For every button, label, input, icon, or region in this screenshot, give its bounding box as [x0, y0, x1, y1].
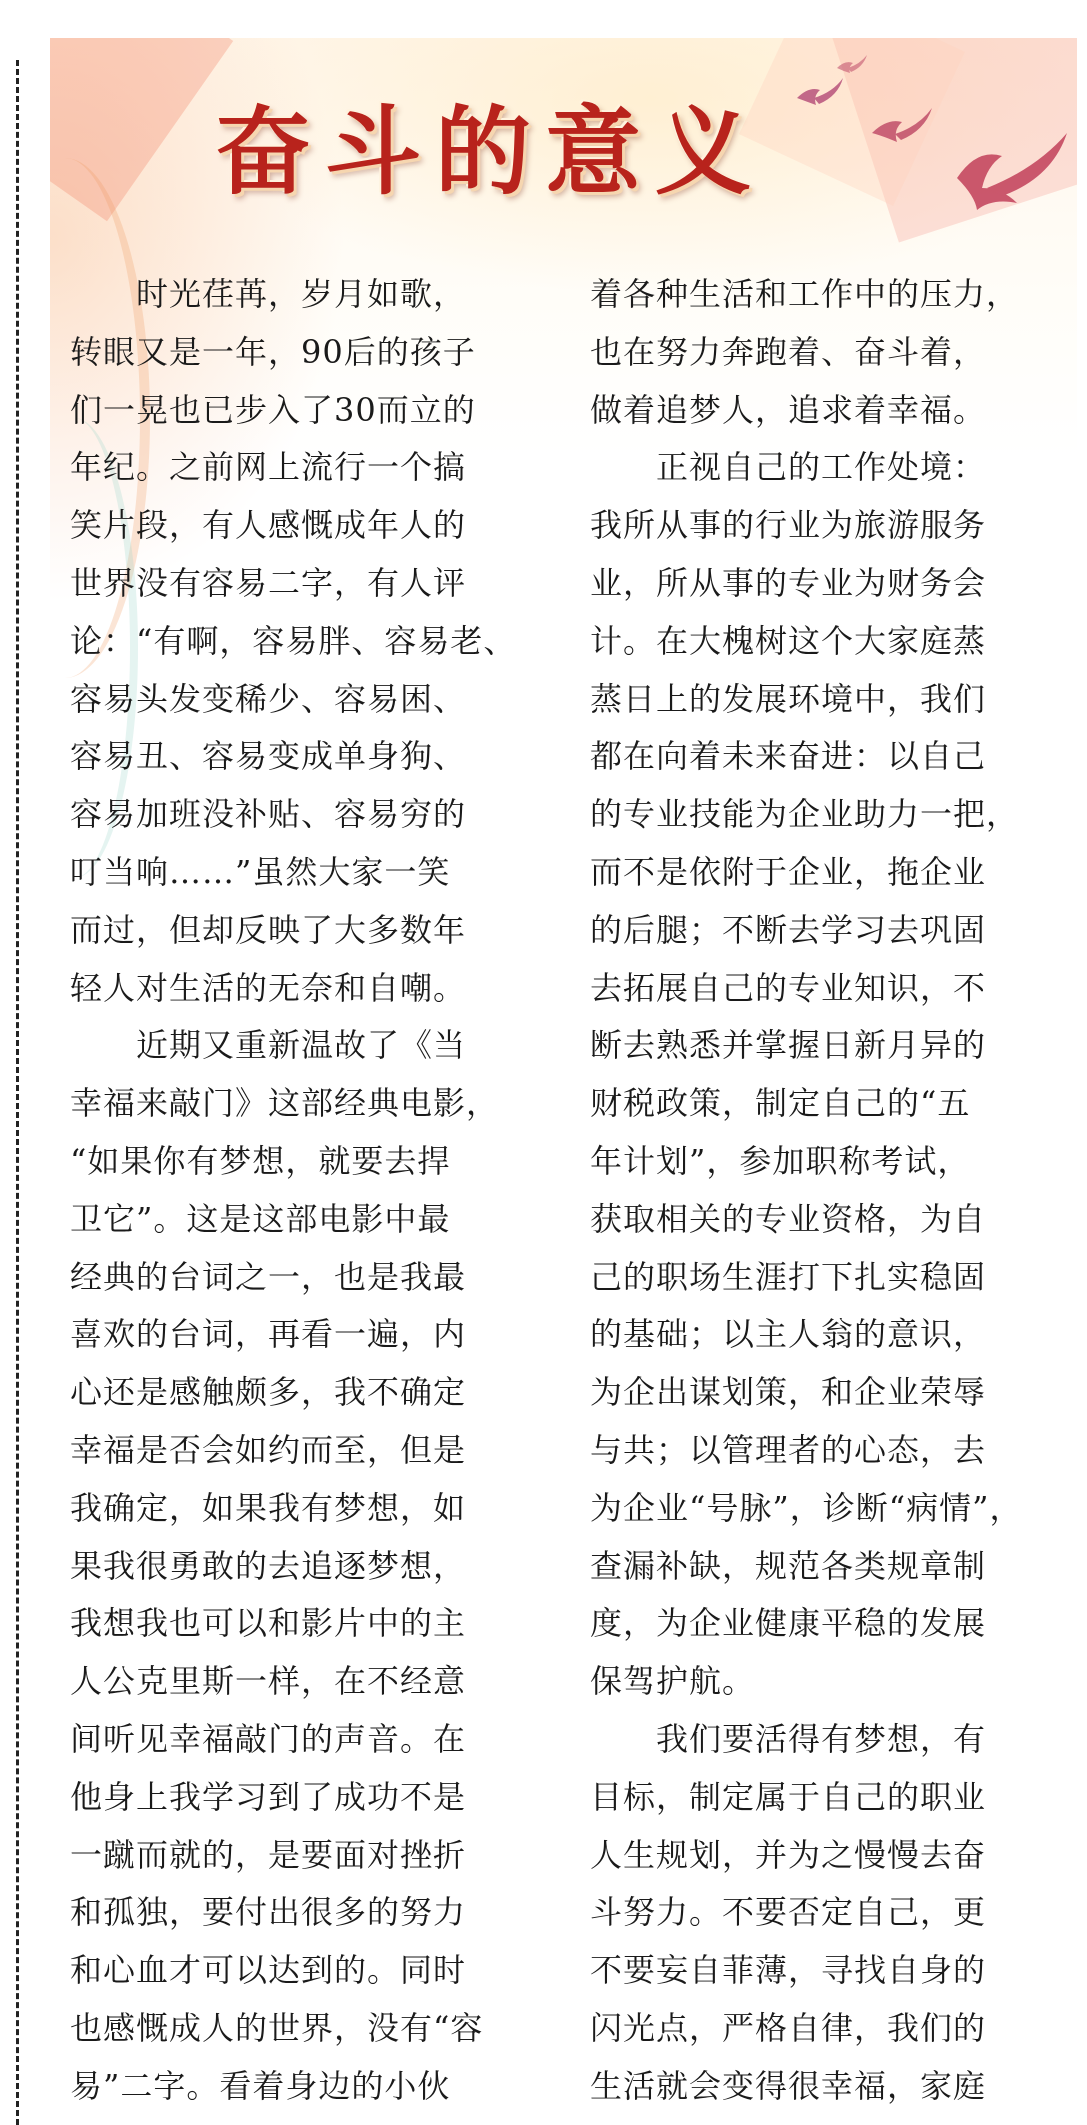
bird-icon [957, 133, 1067, 210]
text-line: 人公克里斯一样，在不经意 [70, 1662, 467, 1701]
text-line: 幸福是否会如约而至，但是 [70, 1430, 467, 1469]
text-line: 世界没有容易二字，有人评 [70, 563, 467, 602]
text-line: 轻人对生活的无奈和自嘲。 [70, 968, 467, 1007]
text-line: 笑片段，有人感慨成年人的 [70, 506, 467, 545]
text-line: 一蹴而就的，是要面对挫折 [70, 1835, 467, 1874]
text-line: 生活就会变得很幸福，家庭 [590, 2066, 987, 2105]
text-line: 容易加班没补贴、容易穷的 [70, 795, 467, 834]
text-line: 断去熟悉并掌握日新月异的 [590, 1026, 987, 1065]
text-line: 容易头发变稀少、容易困、 [70, 679, 467, 718]
text-line: 我所从事的行业为旅游服务 [590, 506, 987, 545]
text-line: 年纪。之前网上流行一个搞 [70, 448, 467, 487]
text-line: 经典的台词之一，也是我最 [70, 1257, 467, 1296]
text-line: 的专业技能为企业助力一把， [590, 795, 1020, 834]
text-line: 他身上我学习到了成功不是 [70, 1777, 467, 1816]
text-line: 心还是感触颇多，我不确定 [70, 1373, 467, 1412]
text-line: 转眼又是一年，90后的孩子 [70, 332, 476, 371]
text-line: 获取相关的专业资格，为自 [590, 1199, 987, 1238]
text-line: 果我很勇敢的去追逐梦想， [70, 1546, 467, 1585]
text-line: 人生规划，并为之慢慢去奋 [590, 1835, 987, 1874]
text-line: 做着追梦人，追求着幸福。 [590, 390, 987, 429]
text-line: 也感慨成人的世界，没有“容 [70, 2008, 484, 2047]
text-line: 间听见幸福敲门的声音。在 [70, 1719, 467, 1758]
article-column-left [70, 266, 540, 2116]
text-line: 度，为企业健康平稳的发展 [590, 1604, 987, 1643]
text-line: 己的职场生涯打下扎实稳固 [590, 1257, 987, 1296]
text-line: 我确定，如果我有梦想，如 [70, 1488, 467, 1527]
text-line: 和孤独，要付出很多的努力 [70, 1893, 467, 1932]
text-line: 斗努力。不要否定自己，更 [590, 1893, 987, 1932]
text-line: 易”二字。看着身边的小伙 [70, 2066, 451, 2105]
article-panel [50, 38, 1077, 2125]
text-line: 着各种生活和工作中的压力， [590, 275, 1020, 313]
text-line: 论：“有啊，容易胖、容易老、 [70, 621, 517, 660]
text-line: 也在努力奔跑着、奋斗着， [590, 332, 987, 371]
text-line: 的基础；以主人翁的意识， [590, 1315, 987, 1354]
text-line: 和心血才可以达到的。同时 [70, 1951, 467, 1990]
text-line: 目标，制定属于自己的职业 [590, 1777, 987, 1816]
bird-icon [837, 55, 867, 73]
text-line: 容易丑、容易变成单身狗、 [70, 737, 467, 776]
text-line: 近期又重新温故了《当 [70, 1026, 467, 1065]
text-line: 闪光点，严格自律，我们的 [590, 2008, 987, 2047]
text-line: 都在向着未来奋进：以自己 [590, 737, 987, 776]
text-line: 去拓展自己的专业知识，不 [590, 968, 987, 1007]
text-line: 喜欢的台词，再看一遍，内 [70, 1315, 467, 1354]
text-line: 蒸日上的发展环境中，我们 [590, 679, 987, 718]
text-line: 我们要活得有梦想，有 [590, 1719, 987, 1758]
text-line: 不要妄自菲薄，寻找自身的 [590, 1951, 987, 1990]
text-line: 而过，但却反映了大多数年 [70, 910, 467, 949]
text-line: 保驾护航。 [590, 1662, 756, 1701]
text-line: 与共；以管理者的心态，去 [590, 1430, 987, 1469]
text-line: 我想我也可以和影片中的主 [70, 1604, 467, 1643]
article-title: 奋斗的意义 [215, 95, 765, 208]
text-line: 为企出谋划策，和企业荣辱 [590, 1373, 987, 1412]
text-line: 计。在大槐树这个大家庭蒸 [590, 621, 987, 660]
text-line: 幸福来敲门》这部经典电影， [70, 1084, 500, 1123]
text-line: 叮当响……”虽然大家一笑 [70, 852, 451, 891]
dashed-cut-line [16, 60, 19, 2125]
text-line: 财税政策，制定自己的“五 [590, 1084, 971, 1123]
text-line: 时光荏苒，岁月如歌， [70, 275, 467, 313]
text-line: 的后腿；不断去学习去巩固 [590, 910, 987, 949]
text-line: 而不是依附于企业，拖企业 [590, 852, 987, 891]
text-line: 们一晃也已步入了30而立的 [70, 390, 476, 429]
article-column-right [590, 266, 1060, 2116]
text-line: 查漏补缺，规范各类规章制 [590, 1546, 987, 1585]
text-line: “如果你有梦想，就要去捍 [70, 1141, 451, 1180]
text-line: 为企业“号脉”，诊断“病情”， [590, 1488, 1023, 1527]
text-line: 年计划”，参加职称考试， [590, 1141, 971, 1180]
text-line: 正视自己的工作处境： [590, 448, 987, 487]
text-line: 卫它”。这是这部电影中最 [70, 1199, 451, 1238]
text-line: 业，所从事的专业为财务会 [590, 563, 987, 602]
